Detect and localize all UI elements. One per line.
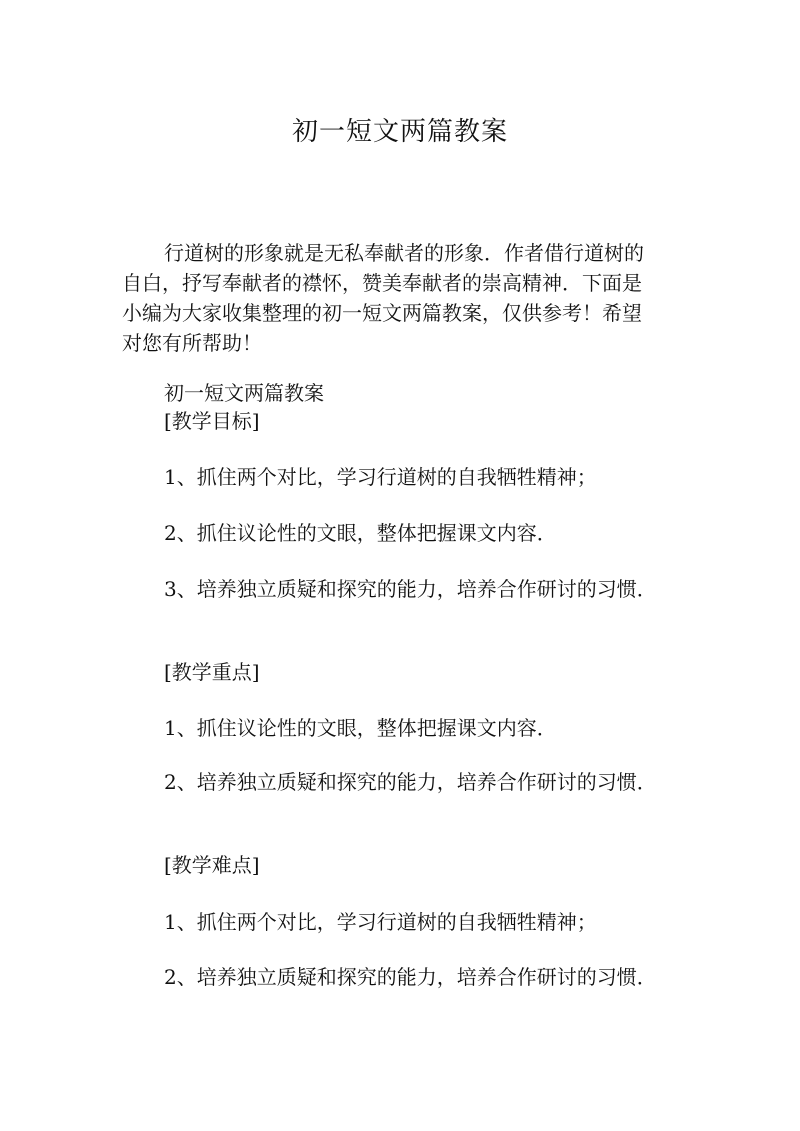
difficulty-item-2: 2、培养独立质疑和探究的能力，培养合作研讨的习惯． bbox=[164, 965, 657, 989]
difficulties-heading: [教学难点] bbox=[164, 853, 260, 877]
key-point-item-2: 2、培养独立质疑和探究的能力，培养合作研讨的习惯． bbox=[164, 770, 657, 794]
goal-item-2: 2、抓住议论性的文眼，整体把握课文内容． bbox=[164, 521, 557, 545]
goals-heading: [教学目标] bbox=[164, 409, 260, 433]
key-points-heading: [教学重点] bbox=[164, 660, 260, 684]
intro-paragraph: 行道树的形象就是无私奉献者的形象．作者借行道树的自白，抒写奉献者的襟怀，赞美奉献者的崇高精神．下面是小编为大家收集整理的初一短文两篇教案，仅供参考！希望对您有所帮助！ bbox=[122, 241, 644, 355]
difficulty-item-1: 1、抓住两个对比，学习行道树的自我牺牲精神； bbox=[164, 910, 597, 934]
goal-item-1: 1、抓住两个对比，学习行道树的自我牺牲精神； bbox=[164, 465, 597, 489]
section-subtitle: 初一短文两篇教案 bbox=[164, 381, 324, 405]
goal-item-3: 3、培养独立质疑和探究的能力，培养合作研讨的习惯． bbox=[164, 577, 657, 601]
document-title: 初一短文两篇教案 bbox=[291, 117, 508, 147]
key-point-item-1: 1、抓住议论性的文眼，整体把握课文内容． bbox=[164, 716, 557, 740]
